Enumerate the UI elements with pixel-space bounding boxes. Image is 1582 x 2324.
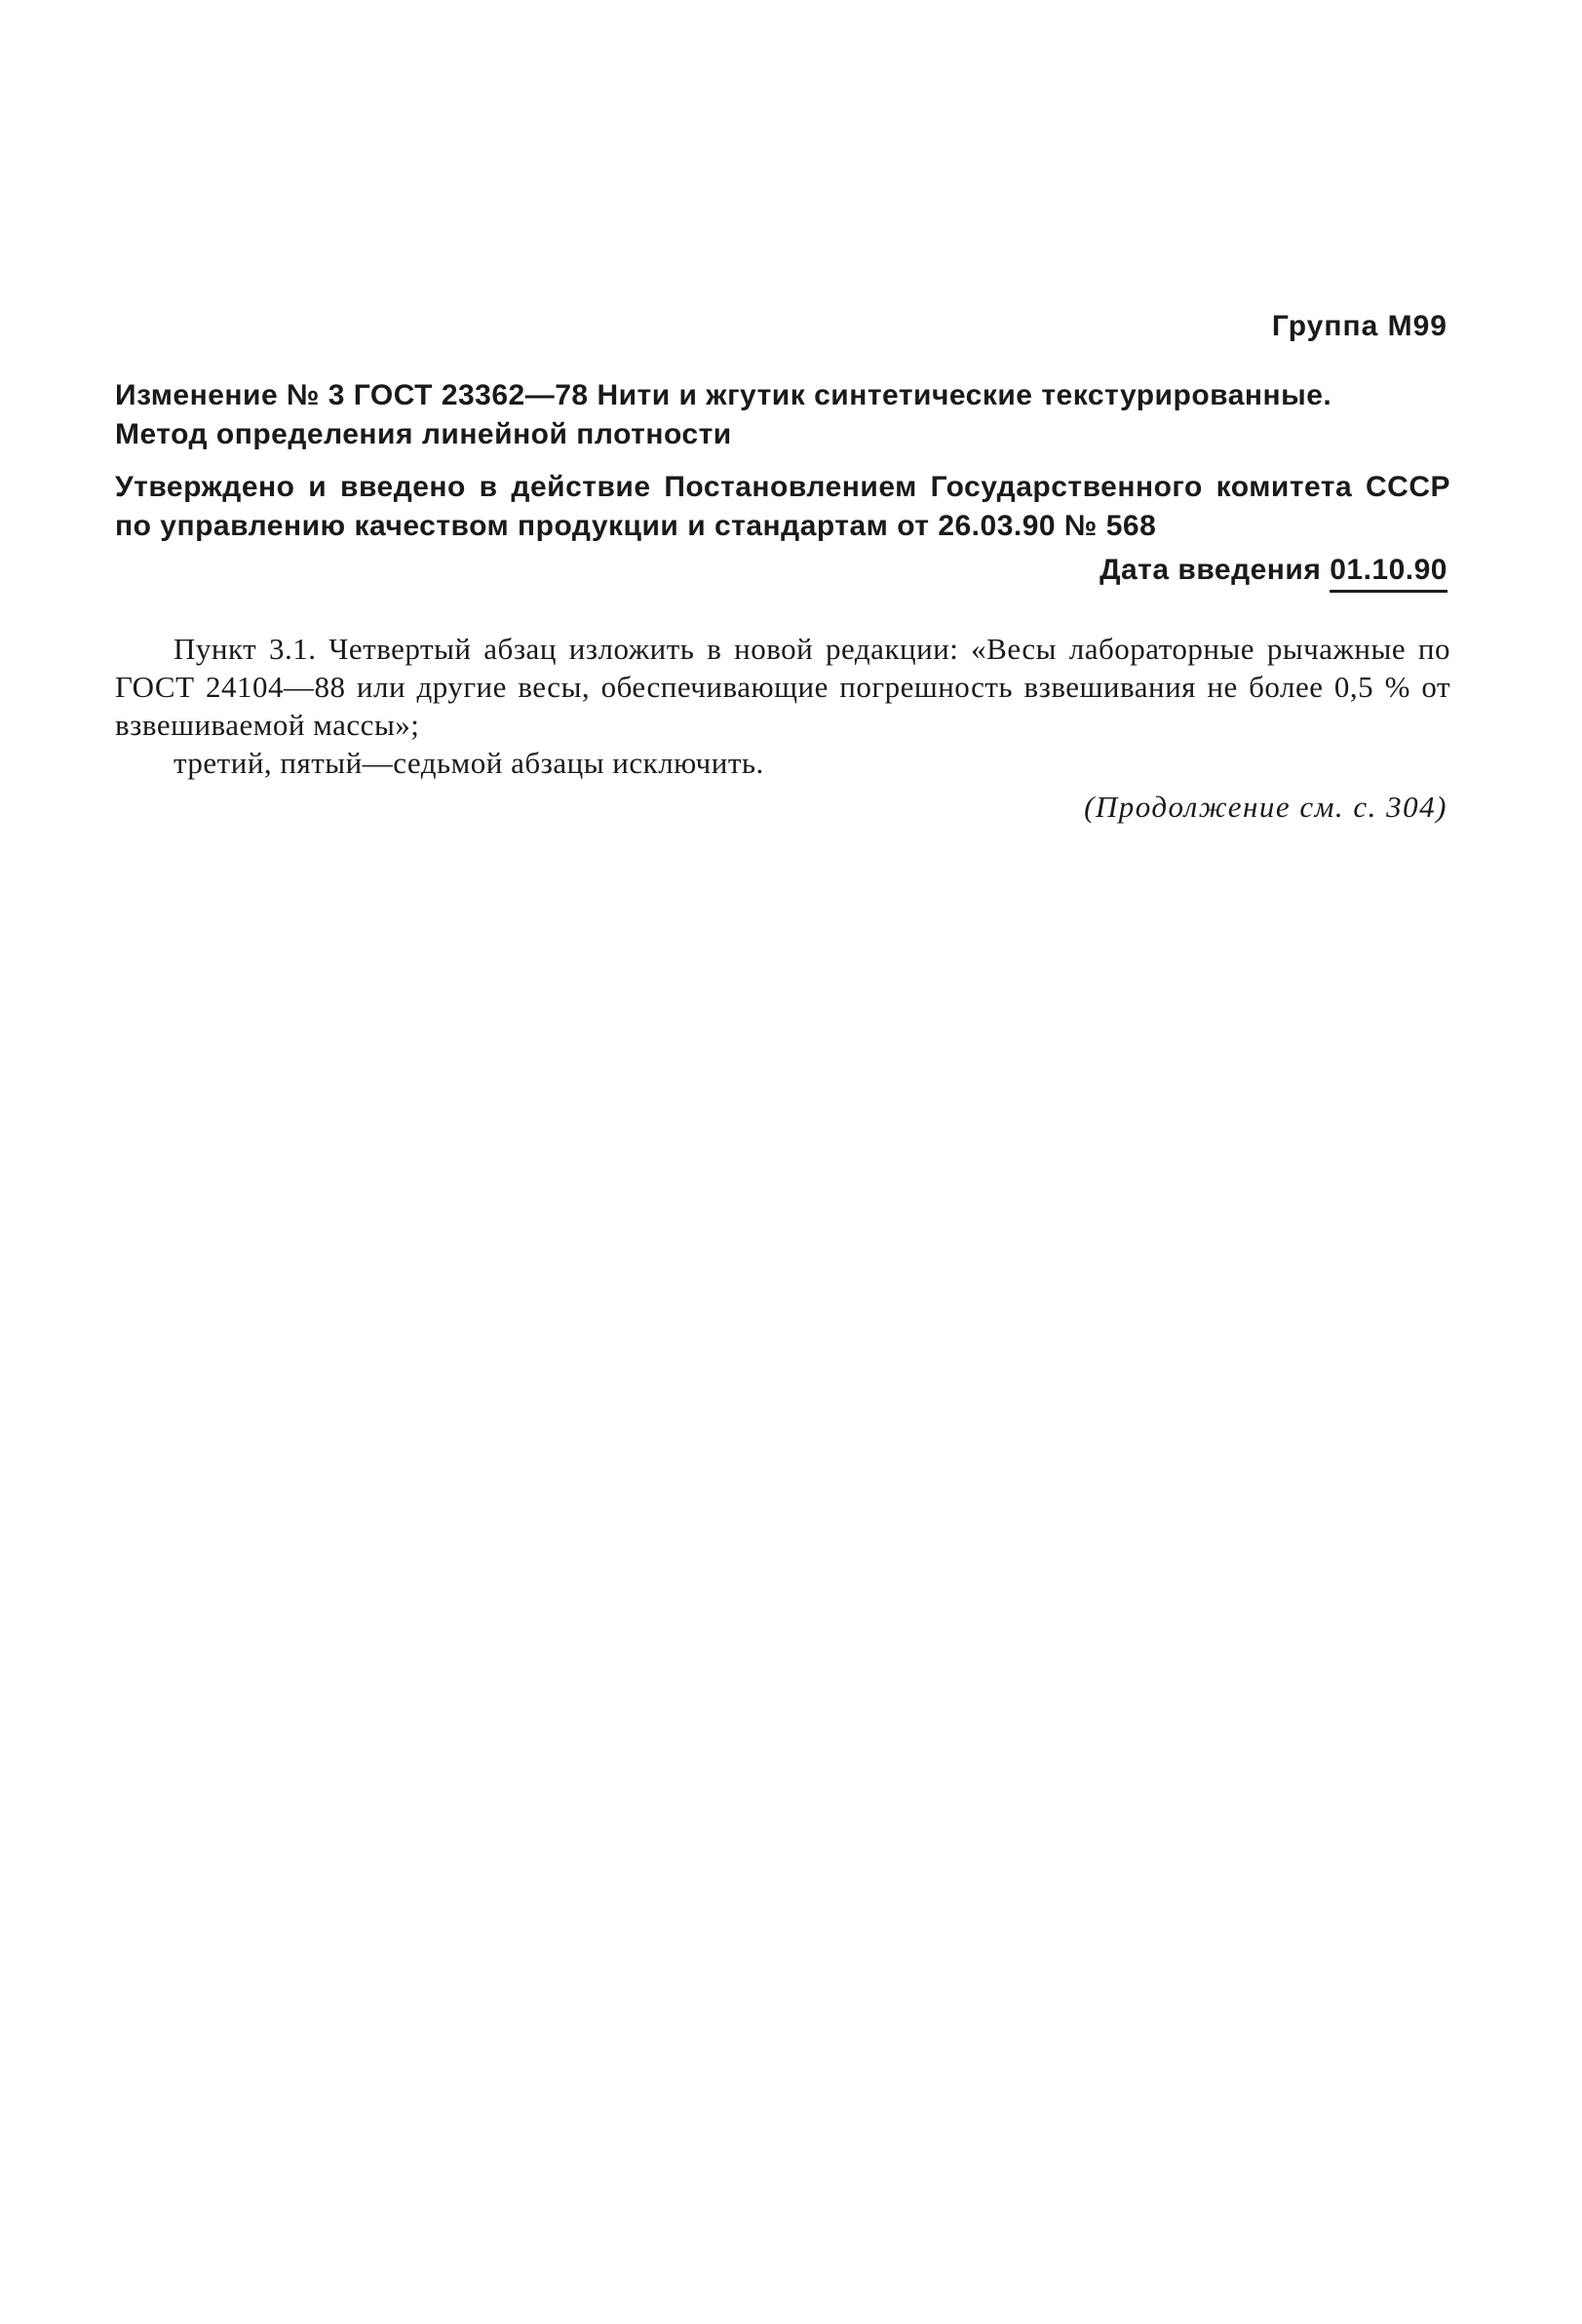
amendment-title-line-2: Метод определения линейной плотности xyxy=(115,418,732,450)
paragraph-exclusion: третий, пятый—седьмой абзацы исключить. xyxy=(174,746,764,780)
approval-statement: Утверждено и введено в действие Постановлением Государственного комитета СССР по управлению качеством продукции и стандартам от 26.03.90 № 568 xyxy=(115,471,1450,542)
continuation-note: (Продолжение см. с. 304) xyxy=(1084,790,1447,824)
amendment-body xyxy=(115,630,1450,782)
amendment-title-line-1: Изменение № 3 ГОСТ 23362—78 Нити и жгутик синтетические текстурированные. xyxy=(115,379,1332,411)
group-label: Группа М99 xyxy=(1271,310,1447,342)
effective-date-label: Дата введения xyxy=(1100,554,1322,586)
effective-date xyxy=(1100,554,1447,587)
effective-date-value: 01.10.90 xyxy=(1330,554,1447,593)
amendment-title xyxy=(115,376,1450,454)
paragraph-item-3-1: Пункт 3.1. Четвертый абзац изложить в новой редакции: «Весы лабораторные рычажные по ГОСТ 24104—88 или другие весы, обеспечивающие погрешность взвешивания не более 0,5 % от взвешиваемой массы»; xyxy=(115,632,1450,742)
